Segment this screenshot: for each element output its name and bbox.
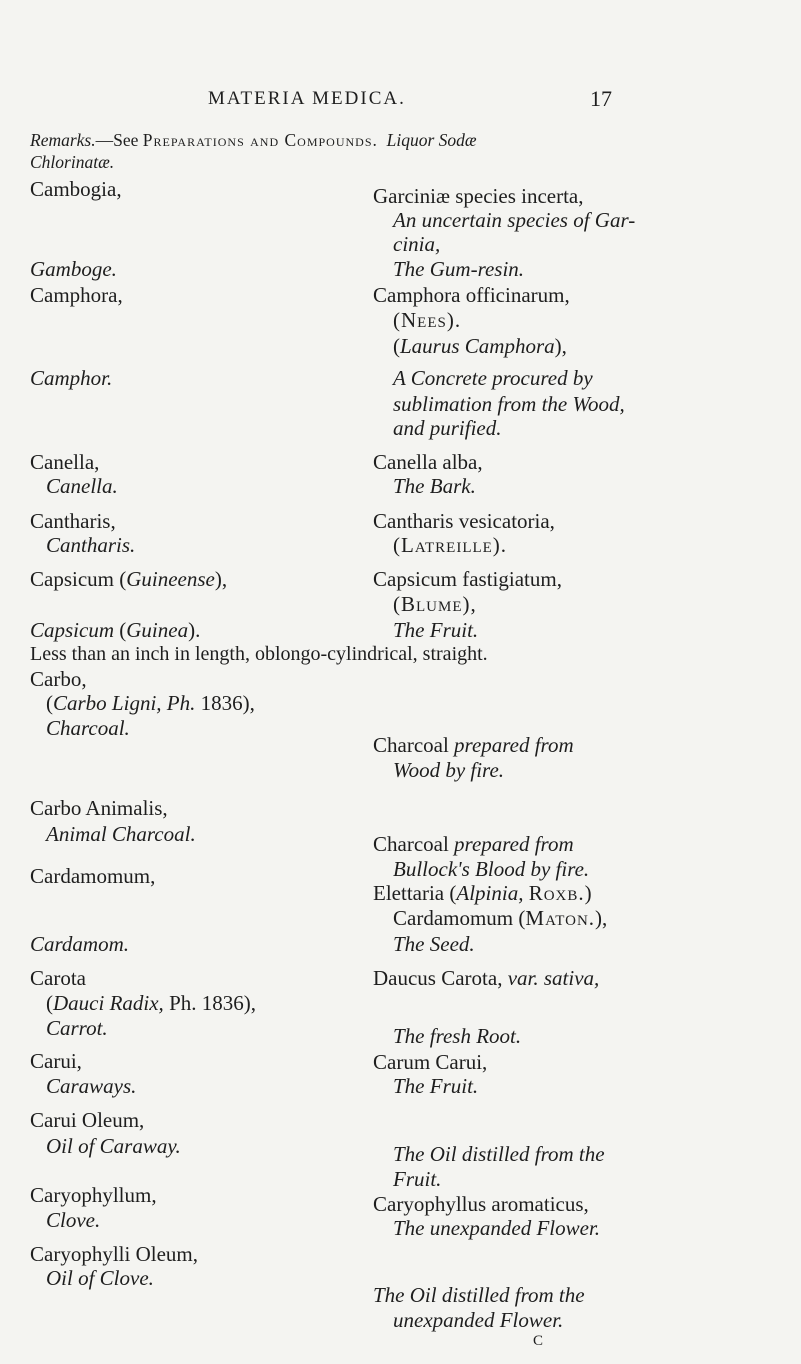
entry-authority: (Nees). xyxy=(393,308,462,332)
entry-name: Cardamomum, xyxy=(30,864,156,888)
entry-species: Elettaria (Alpinia, Roxb.) xyxy=(373,881,593,905)
entry-part: The Bark. xyxy=(393,474,476,498)
entry-species: Caryophyllus aromaticus, xyxy=(373,1192,589,1216)
entry-english: Oil of Clove. xyxy=(46,1266,154,1290)
entry-english: Carrot. xyxy=(46,1016,108,1040)
entry-species: Garciniæ species incerta, xyxy=(373,184,584,208)
entry-name: Carui, xyxy=(30,1049,82,1073)
entry-part: The Fruit. xyxy=(393,1074,479,1098)
remarks-see: —See xyxy=(95,130,139,150)
entry-authority: (Blume), xyxy=(393,592,477,616)
entry-part-cont: Wood by fire. xyxy=(393,758,505,782)
entry-name: Carota xyxy=(30,966,86,990)
entry-part: Charcoal prepared from xyxy=(373,832,574,856)
entry-english: Cantharis. xyxy=(46,533,136,557)
entry-species-english-cont: cinia, xyxy=(393,232,441,256)
entry-part: The Gum-resin. xyxy=(393,257,525,281)
entry-name: Cantharis, xyxy=(30,509,116,533)
entry-species-english: An uncertain species of Gar- xyxy=(393,208,636,232)
entry-synonym: (Carbo Ligni, Ph. 1836), xyxy=(46,691,255,715)
entry-species: Daucus Carota, var. sativa, xyxy=(373,966,600,990)
remarks-preparations: Preparations and Compounds. xyxy=(142,130,378,150)
entry-name: Caryophyllum, xyxy=(30,1183,157,1207)
entry-name: Carbo Animalis, xyxy=(30,796,168,820)
entry-english: Charcoal. xyxy=(46,716,130,740)
entry-english: Canella. xyxy=(46,474,118,498)
entry-synonym: (Laurus Camphora), xyxy=(393,334,567,358)
running-title: MATERIA MEDICA. xyxy=(208,88,406,109)
entry-species-cont: Cardamomum (Maton.), xyxy=(393,906,608,930)
entry-english: Capsicum (Guinea). xyxy=(30,618,201,642)
remarks-line xyxy=(30,130,477,150)
entry-part: Charcoal prepared from xyxy=(373,733,574,757)
entry-part: A Concrete procured by xyxy=(393,366,593,390)
entry-name: Cambogia, xyxy=(30,177,122,201)
entry-english: Cardamom. xyxy=(30,932,129,956)
entry-species: Camphora officinarum, xyxy=(373,283,570,307)
entry-part-cont: Bullock's Blood by fire. xyxy=(393,857,590,881)
entry-name: Camphora, xyxy=(30,283,123,307)
remarks-chlorinatae: Chlorinatæ. xyxy=(30,152,115,172)
entry-name: Carbo, xyxy=(30,667,87,691)
entry-note: Less than an inch in length, oblongo-cylindrical, straight. xyxy=(30,643,488,665)
entry-part-cont: and purified. xyxy=(393,416,502,440)
entry-part: The Oil distilled from the xyxy=(393,1142,605,1166)
remarks-label: Remarks. xyxy=(30,130,96,150)
entry-species: Capsicum fastigiatum, xyxy=(373,567,562,591)
entry-name: Canella, xyxy=(30,450,100,474)
entry-english: Gamboge. xyxy=(30,257,117,281)
entry-part-cont: unexpanded Flower. xyxy=(393,1308,564,1332)
entry-species: Canella alba, xyxy=(373,450,483,474)
remarks-liquor: Liquor Sodæ xyxy=(386,130,477,150)
entry-name: Capsicum (Guineense), xyxy=(30,567,228,591)
entry-english: Caraways. xyxy=(46,1074,137,1098)
entry-authority: (Latreille). xyxy=(393,533,508,557)
entry-part: The unexpanded Flower. xyxy=(393,1216,601,1240)
entry-english: Clove. xyxy=(46,1208,101,1232)
entry-part-cont: Fruit. xyxy=(393,1167,442,1191)
entry-part: The Fruit. xyxy=(393,618,479,642)
entry-name: Caryophylli Oleum, xyxy=(30,1242,198,1266)
entry-synonym: (Dauci Radix, Ph. 1836), xyxy=(46,991,256,1015)
entry-name: Carui Oleum, xyxy=(30,1108,145,1132)
entry-english: Oil of Caraway. xyxy=(46,1134,181,1158)
entry-english: Camphor. xyxy=(30,366,113,390)
entry-english: Animal Charcoal. xyxy=(46,822,196,846)
entry-species: Cantharis vesicatoria, xyxy=(373,509,555,533)
entry-species: Carum Carui, xyxy=(373,1050,488,1074)
signature-mark: C xyxy=(533,1333,544,1349)
page-number: 17 xyxy=(590,86,612,111)
entry-part: The fresh Root. xyxy=(393,1024,522,1048)
entry-part-cont: sublimation from the Wood, xyxy=(393,392,625,416)
entry-part: The Seed. xyxy=(393,932,475,956)
entry-part: The Oil distilled from the xyxy=(373,1283,585,1307)
